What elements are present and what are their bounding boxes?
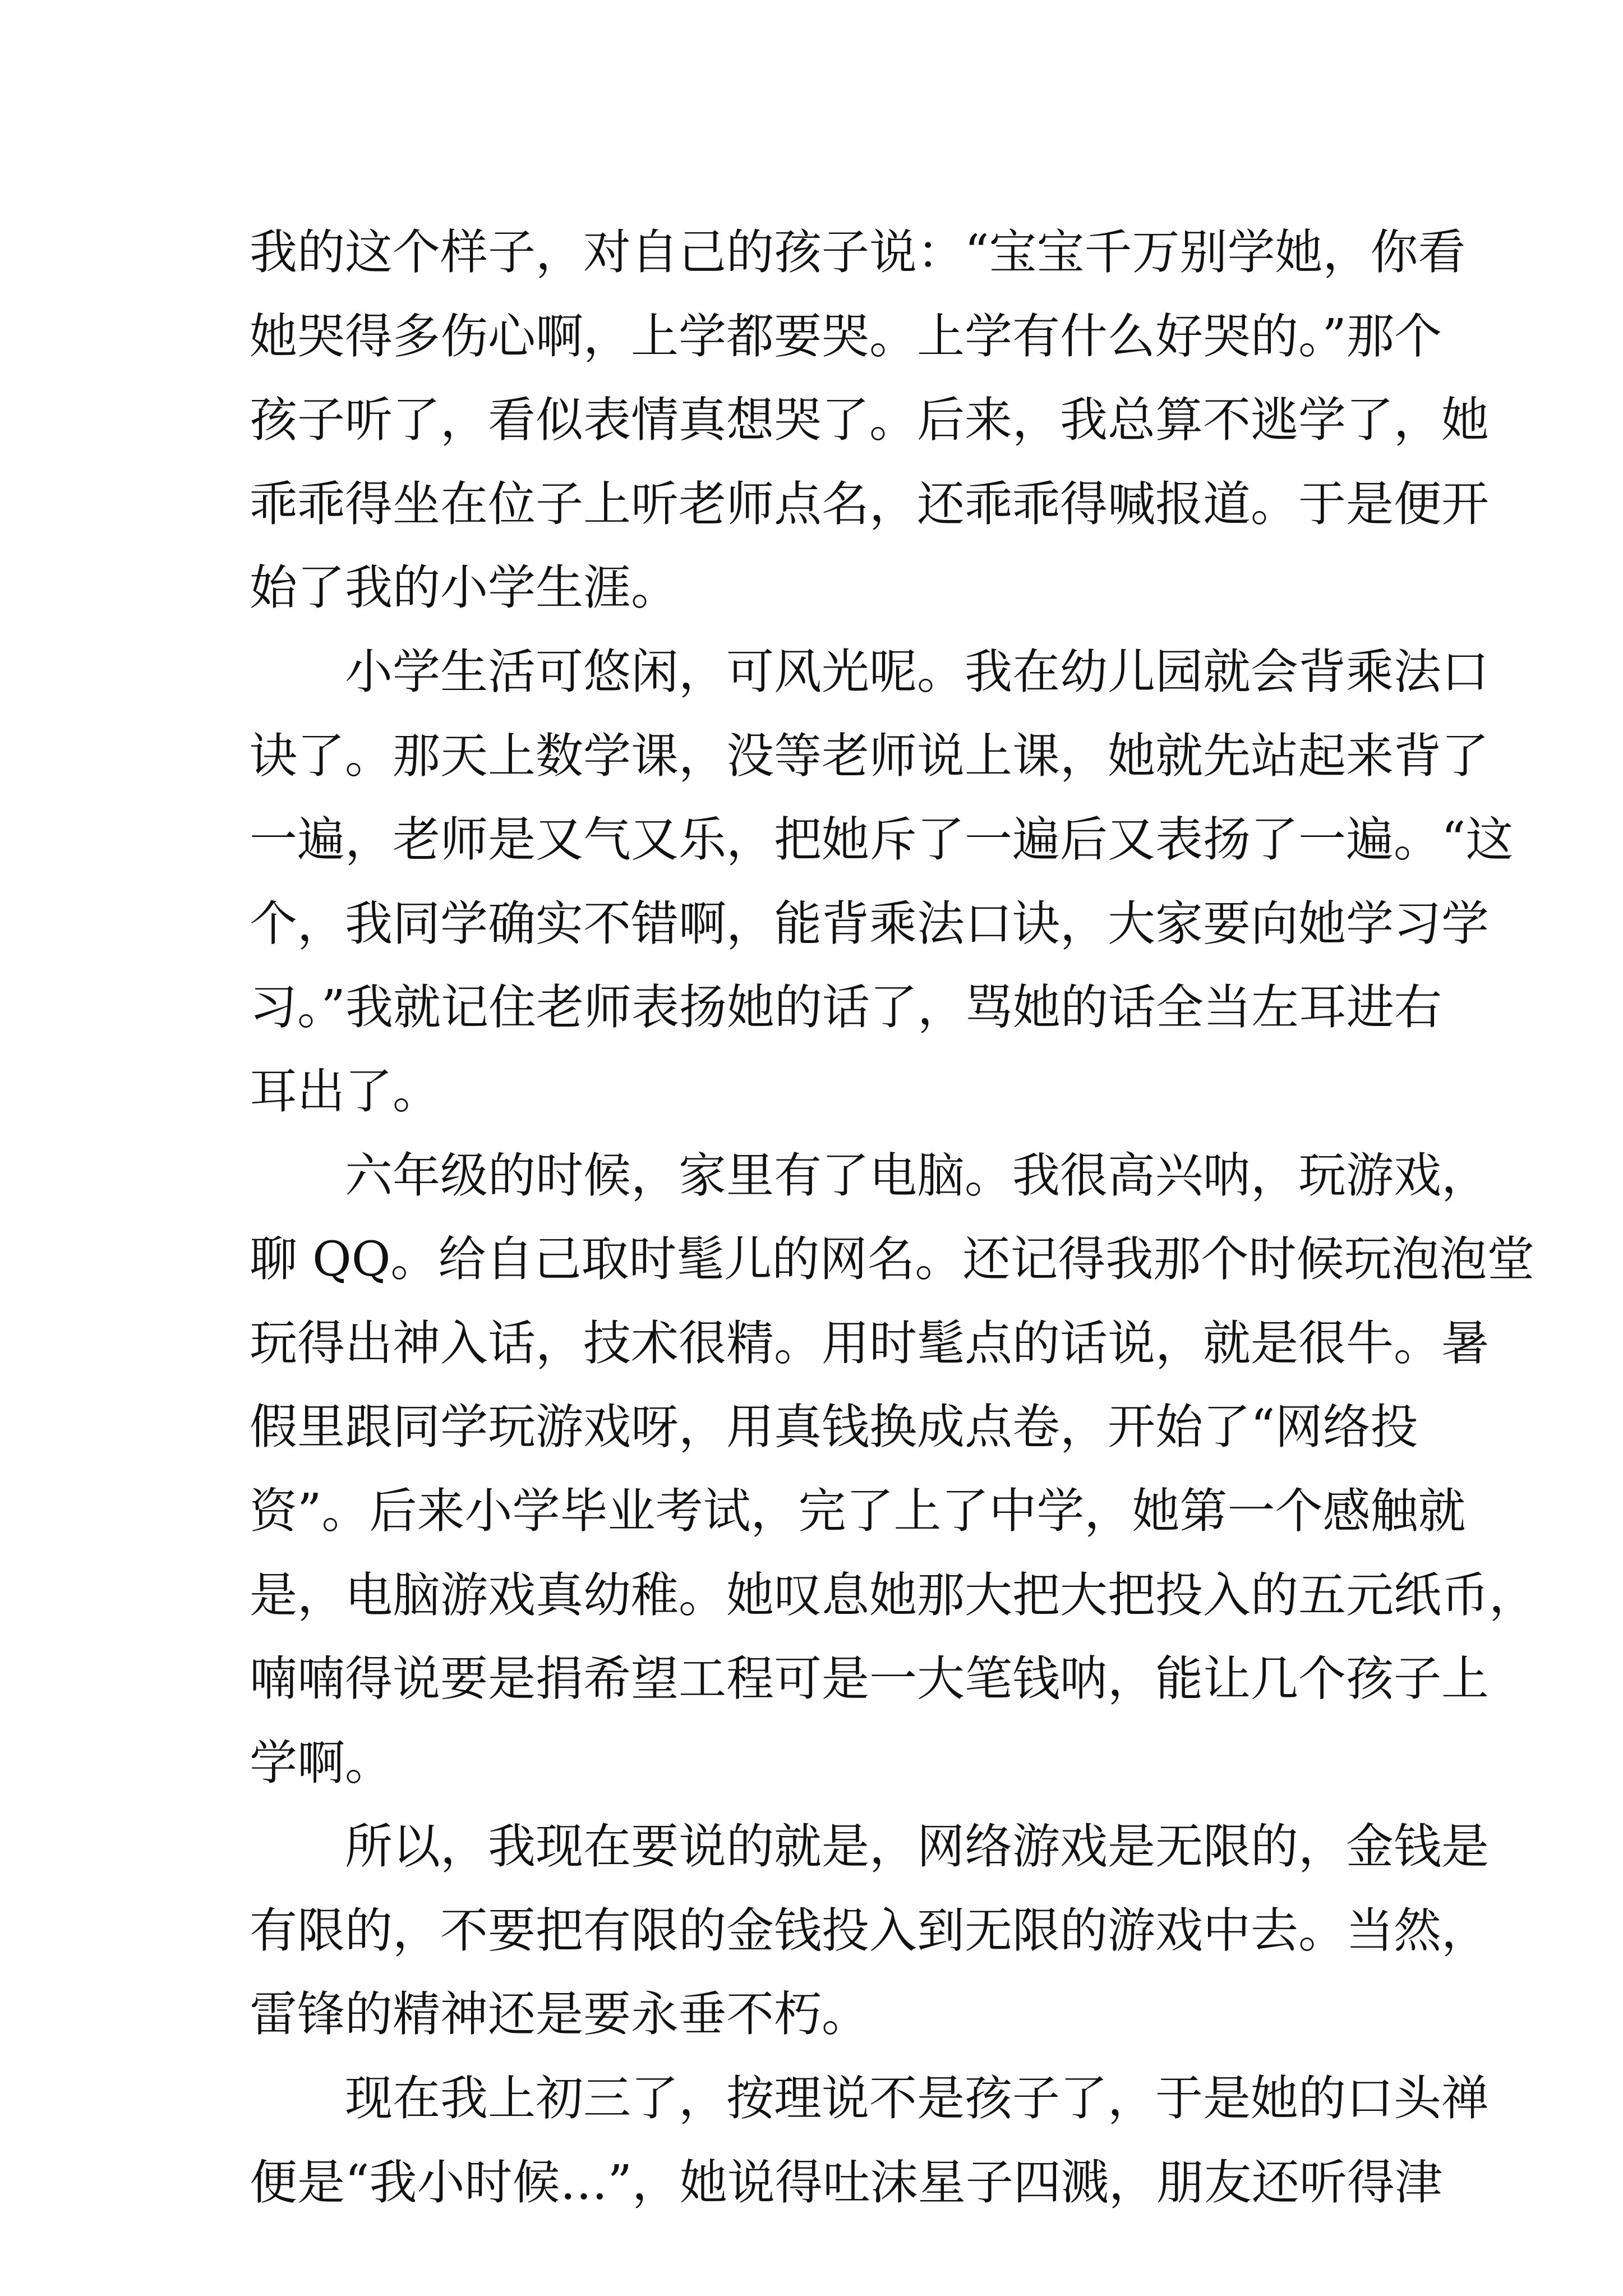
text-line: 小学生活可悠闲，可风光呢。我在幼儿园就会背乘法口 <box>345 644 1490 700</box>
text-line: 习。”我就记住老师表扬她的话了，骂她的话全当左耳进右 <box>250 980 1442 1036</box>
body-text <box>250 211 1537 2225</box>
text-line: 现在我上初三了，按理说不是孩子了，于是她的口头禅 <box>345 2071 1490 2127</box>
text-line: 便是“我小时候…”，她说得吐沫星子四溅，朋友还听得津 <box>250 2155 1442 2211</box>
text-line: 乖乖得坐在位子上听老师点名，还乖乖得喊报道。于是便开 <box>250 476 1490 532</box>
text-line: 玩得出神入话，技术很精。用时髦点的话说，就是很牛。暑 <box>250 1315 1490 1372</box>
text-line: 耳出了。 <box>250 1064 441 1120</box>
text-line: 假里跟同学玩游戏呀，用真钱换成点卷，开始了“网络投 <box>250 1400 1418 1456</box>
text-line: 有限的，不要把有限的金钱投入到无限的游戏中去。当然， <box>250 1903 1490 1959</box>
text-line: 个，我同学确实不错啊，能背乘法口诀，大家要向她学习学 <box>250 896 1490 952</box>
text-line: 诀了。那天上数学课，没等老师说上课，她就先站起来背了 <box>250 728 1490 784</box>
text-line: 学啊。 <box>250 1735 393 1791</box>
text-line: 是，电脑游戏真幼稚。她叹息她那大把大把投入的五元纸币， <box>250 1567 1537 1623</box>
text-line: 雷锋的精神还是要永垂不朽。 <box>250 1987 870 2043</box>
text-line: 所以，我现在要说的就是，网络游戏是无限的，金钱是 <box>345 1819 1490 1875</box>
text-line: 始了我的小学生涯。 <box>250 560 679 616</box>
text-line: 喃喃得说要是捐希望工程可是一大笔钱呐，能让几个孩子上 <box>250 1651 1490 1708</box>
text-line: 我的这个样子，对自己的孩子说：“宝宝千万别学她，你看 <box>250 225 1466 280</box>
text-line: 六年级的时候，家里有了电脑。我很高兴呐，玩游戏， <box>345 1148 1490 1204</box>
text-line: 资”。后来小学毕业考试，完了上了中学，她第一个感触就 <box>250 1483 1466 1539</box>
text-line: 一遍，老师是又气又乐，把她斥了一遍后又表扬了一遍。“这 <box>250 812 1514 868</box>
text-line: 聊 QQ。给自己取时髦儿的网名。还记得我那个时候玩泡泡堂 <box>250 1232 1535 1288</box>
text-line: 她哭得多伤心啊，上学都要哭。上学有什么好哭的。”那个 <box>250 309 1442 365</box>
text-line: 孩子听了，看似表情真想哭了。后来，我总算不逃学了，她 <box>250 393 1490 449</box>
